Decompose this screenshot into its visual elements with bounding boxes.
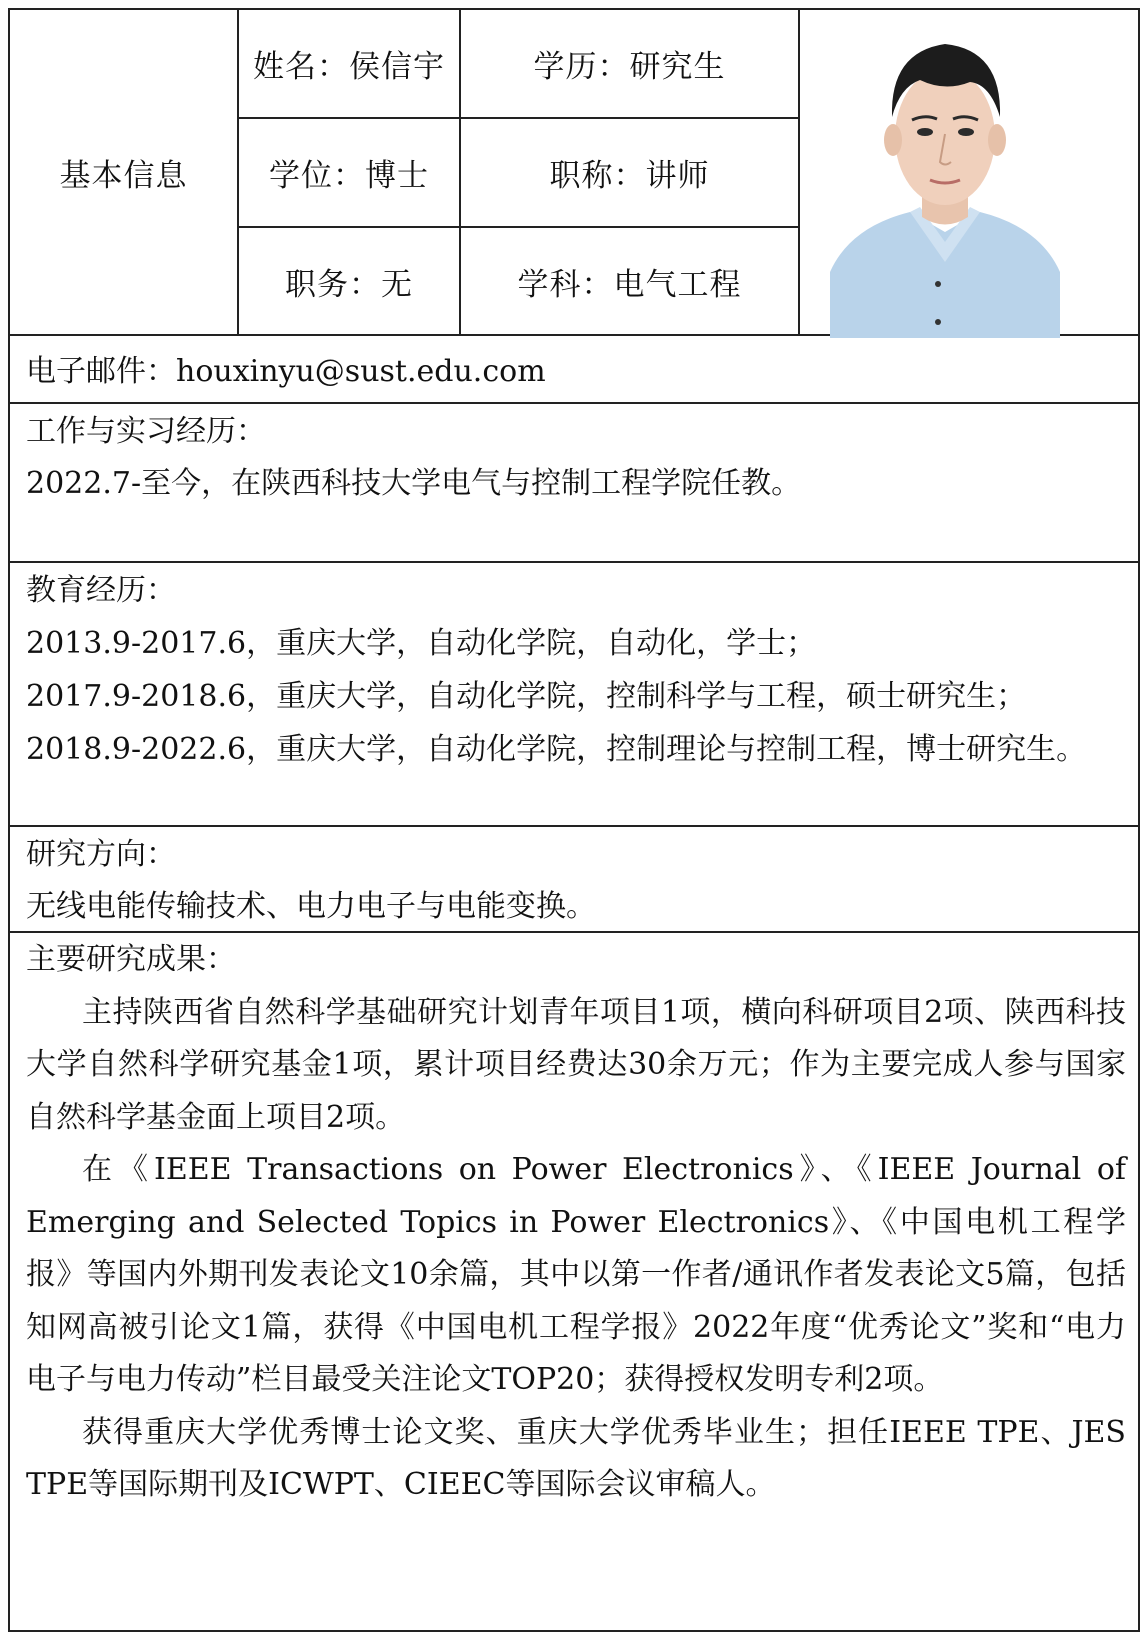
- divider: [10, 825, 1138, 827]
- email-row: [26, 344, 1126, 400]
- position-value: 职务：无: [285, 266, 413, 303]
- research-text: 无线电能传输技术、电力电子与电能变换。: [26, 889, 596, 924]
- discipline-cell: [461, 228, 800, 336]
- achievement-paragraph: 主持陕西省自然科学基础研究计划青年项目1项，横向科研项目2项、陕西科技大学自然科学研究基金1项，累计项目经费达30余万元；作为主要完成人参与国家自然科学基金面上项目2项。: [26, 994, 1126, 1135]
- divider: [10, 402, 1138, 404]
- achievement-paragraph: 获得重庆大学优秀博士论文奖、重庆大学优秀毕业生；担任IEEE TPE、JES TPE等国际期刊及ICWPT、CIEEC等国际会议审稿人。: [26, 1414, 1126, 1502]
- name-cell: [239, 10, 461, 119]
- achievements-heading: 主要研究成果：: [26, 942, 236, 977]
- degree-cell: [239, 119, 461, 228]
- discipline-value: 学科：电气工程: [517, 266, 742, 303]
- title-cell: [461, 119, 800, 228]
- divider: [10, 931, 1138, 933]
- education-item: 2017.9-2018.6，重庆大学，自动化学院，控制科学与工程，硕士研究生；: [26, 679, 1027, 714]
- education-item: 2013.9-2017.6，重庆大学，自动化学院，自动化，学士；: [26, 626, 817, 661]
- education-heading: 教育经历：: [26, 573, 176, 608]
- education-item: 2018.9-2022.6，重庆大学，自动化学院，控制理论与控制工程，博士研究生。: [26, 732, 1087, 767]
- research-section: [26, 829, 1126, 933]
- email-text: 电子邮件：houxinyu@sust.edu.com: [26, 354, 546, 389]
- basic-info-text: 基本信息: [59, 157, 188, 194]
- achievements-section: [26, 934, 1126, 1512]
- degree-value: 学位：博士: [269, 158, 429, 194]
- portrait-photo: [830, 22, 1060, 338]
- education-section: [26, 564, 1126, 776]
- research-heading: 研究方向：: [26, 837, 176, 872]
- title-value: 职称：讲师: [549, 158, 710, 194]
- education-value: 学历：研究生: [533, 49, 726, 85]
- education-cell: [461, 10, 800, 119]
- position-cell: [239, 228, 461, 336]
- basic-info-label: [10, 10, 239, 336]
- work-item: 2022.7-至今，在陕西科技大学电气与控制工程学院任教。: [26, 466, 802, 501]
- work-section: [26, 406, 1126, 510]
- name-value: 姓名：侯信宇: [253, 49, 445, 85]
- work-heading: 工作与实习经历：: [26, 414, 266, 449]
- divider: [10, 561, 1138, 563]
- achievement-paragraph: 在《IEEE Transactions on Power Electronics》、《IEEE Journal of Emerging and Selected Topics in Power Electronics》、《中国电机工程学报》等国内外期刊发表论文10余篇，其中以第一作者/通讯作者发表论文5篇，包括知网高被引论文1篇，获得《中国电机工程学报》2022年度“优秀论文”奖和“电力电子与电力传动”栏目最受关注论文TOP20；获得授权发明专利2项。: [26, 1152, 1126, 1397]
